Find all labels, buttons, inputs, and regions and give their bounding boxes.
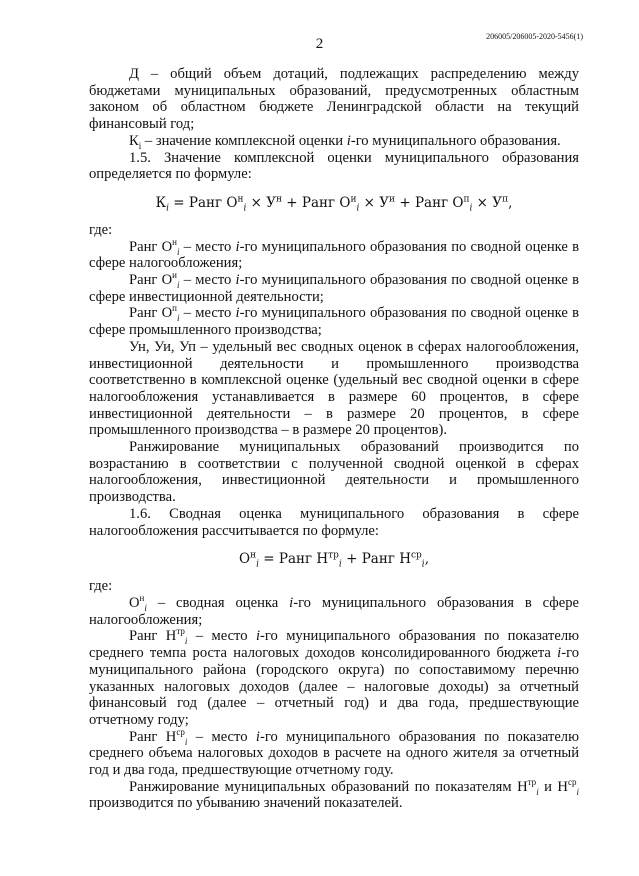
formula-tax-score <box>89 550 579 568</box>
formula-complex-score <box>89 194 579 212</box>
text: -го муниципального образования по сводной оценке в сфере налогообложения; <box>89 238 579 272</box>
text: – место <box>179 305 236 322</box>
sub: i <box>184 636 188 647</box>
k-subscript: i <box>138 140 142 151</box>
where-label: где: <box>89 578 113 595</box>
f-u: У <box>379 194 390 211</box>
rank-label: Ранг О <box>129 305 173 322</box>
text: и Н <box>538 778 568 795</box>
index-i: i <box>255 728 260 745</box>
f-i: i <box>421 559 425 570</box>
index-i: i <box>255 628 261 645</box>
sup: тр <box>176 626 185 637</box>
paragraph-1-6: 1.6. Сводная оценка муниципального образования в сфере налогообложения рассчитывается по формуле: <box>89 505 579 539</box>
f-sup: н <box>250 550 257 561</box>
rank-label: Ранг Н <box>129 728 177 745</box>
paragraph-ranking-ascending: Ранжирование муниципальных образований производится по возрастанию в соответствии с полученной сводной оценкой в сферах налогообложения, инвестиционной деятельности и промышленного производства. <box>89 439 579 506</box>
f-rank: Ранг Н <box>278 551 329 568</box>
sub: i <box>184 736 188 747</box>
text: – место <box>179 272 236 289</box>
f-o: О <box>239 551 251 568</box>
k-symbol: К <box>129 132 139 149</box>
text: -го муниципального района (городского округа) по сопоставимому перечню указанных налоговых доходов (далее – налоговые доходы) за отчетный финансовый год (далее – отчетный год) и два года, предшествующие отчетному году; <box>89 645 579 728</box>
index-i: i <box>346 132 351 149</box>
f-u: У <box>492 194 503 211</box>
f-plus: + <box>341 551 362 568</box>
f-i: i <box>469 203 473 214</box>
f-eq: = <box>168 194 189 211</box>
text: – место <box>179 238 236 255</box>
text: Ранжирование муниципальных образований по показателям Н <box>129 778 528 795</box>
f-end: , <box>508 194 513 211</box>
f-rank: Ранг О <box>414 194 464 211</box>
paragraph-ki-definition <box>89 133 579 150</box>
sub: i <box>536 786 539 797</box>
document-code: 206005/206005-2020-5456(1) <box>486 32 583 41</box>
index-i: i <box>289 594 294 611</box>
sub: i <box>576 786 579 797</box>
f-k: К <box>155 194 167 211</box>
index-i: i <box>235 272 240 289</box>
f-i: i <box>338 559 342 570</box>
f-i: i <box>356 203 360 214</box>
text: – значение комплексной оценки <box>141 132 347 149</box>
paragraph-ranking-descending <box>89 776 579 812</box>
f-rank: Ранг О <box>188 194 238 211</box>
f-times: × <box>246 194 267 211</box>
definition-rank-investment <box>89 272 579 305</box>
f-sup: и <box>350 194 357 205</box>
f-rank: Ранг Н <box>361 551 411 568</box>
f-sup: ср <box>410 550 422 561</box>
f-plus: + <box>395 194 415 211</box>
sub: i <box>177 279 180 290</box>
sup: н <box>172 236 177 247</box>
definition-rank-growth <box>89 628 579 728</box>
f-sup: п <box>463 194 470 205</box>
f-times: × <box>359 194 380 211</box>
f-sup: п <box>502 194 509 205</box>
definition-rank-per-capita <box>89 726 579 779</box>
paragraph-dotation: Д – общий объем дотаций, подлежащих распределению между бюджетами муниципальных образований, предусмотренных областным законом об областном бюджете Ленинградской области на текущий финансовый год; <box>89 66 579 133</box>
text: -го муниципального образования в сфере налогообложения; <box>89 594 580 628</box>
o-symbol: О <box>129 594 140 611</box>
sub: i <box>177 246 180 257</box>
f-plus: + <box>282 194 302 211</box>
text: производится по убыванию значений показателей. <box>89 795 403 812</box>
f-eq: = <box>258 551 279 568</box>
rank-label: Ранг О <box>129 238 173 255</box>
sup: ср <box>567 776 577 787</box>
f-sup: н <box>237 194 244 205</box>
sub: i <box>177 313 180 324</box>
f-i: i <box>243 203 247 214</box>
f-rank: Ранг О <box>301 194 351 211</box>
sup: н <box>139 593 145 604</box>
f-end: , <box>424 551 429 568</box>
rank-label: Ранг Н <box>129 628 177 645</box>
definition-rank-industry <box>89 305 579 338</box>
index-i: i <box>235 305 240 322</box>
f-u: У <box>266 194 276 211</box>
where-label: где: <box>89 221 113 238</box>
definition-tax-score <box>89 595 579 628</box>
sub: i <box>144 602 147 613</box>
text: -го муниципального образования по сводной оценке в сфере промышленного производства; <box>89 305 579 339</box>
text: – место <box>187 628 256 645</box>
text: – сводная оценка <box>146 594 290 611</box>
sup: тр <box>527 776 537 787</box>
text: -го муниципального образования. <box>350 132 561 149</box>
text: – место <box>187 728 256 745</box>
sup: п <box>172 303 177 314</box>
page-number: 2 <box>315 36 324 52</box>
definition-rank-tax <box>89 236 579 272</box>
text: -го муниципального образования по сводной оценке в сфере инвестиционной деятельности; <box>89 272 579 305</box>
f-i: i <box>256 559 259 570</box>
definition-weights: Ун, Уи, Уп – удельный вес сводных оценок в сферах налогообложения, инвестиционной деятельности и промышленного производства соответственно в комплексной оценке (удельный вес сводной оценки в сфере налогообложения устанавливается в размере 60 процентов, в сфере инвестиционной деятельности – в размере 20 процентов, в сфере промышленного производства – в размере 20 процентов). <box>89 338 579 439</box>
f-sup: тр <box>328 550 339 561</box>
paragraph-1-5: 1.5. Значение комплексной оценки муниципального образования определяется по формуле: <box>89 149 579 183</box>
f-i: i <box>166 203 169 214</box>
index-i: i <box>235 238 240 255</box>
index-i: i <box>557 645 562 662</box>
sup: ср <box>176 726 185 737</box>
document-body <box>89 66 579 812</box>
f-sup: н <box>276 194 282 205</box>
f-times: × <box>472 194 493 211</box>
sup: и <box>172 270 177 281</box>
rank-label: Ранг О <box>129 272 173 289</box>
f-sup: и <box>389 194 396 205</box>
text: -го муниципального образования по показателю среднего объема налоговых доходов в расчете на одного жителя за отчетный год и два года, предшествующие отчетному году. <box>89 728 579 779</box>
text: -го муниципального образования по показателю среднего темпа роста налоговых доходов консолидированного бюджета <box>89 628 580 662</box>
